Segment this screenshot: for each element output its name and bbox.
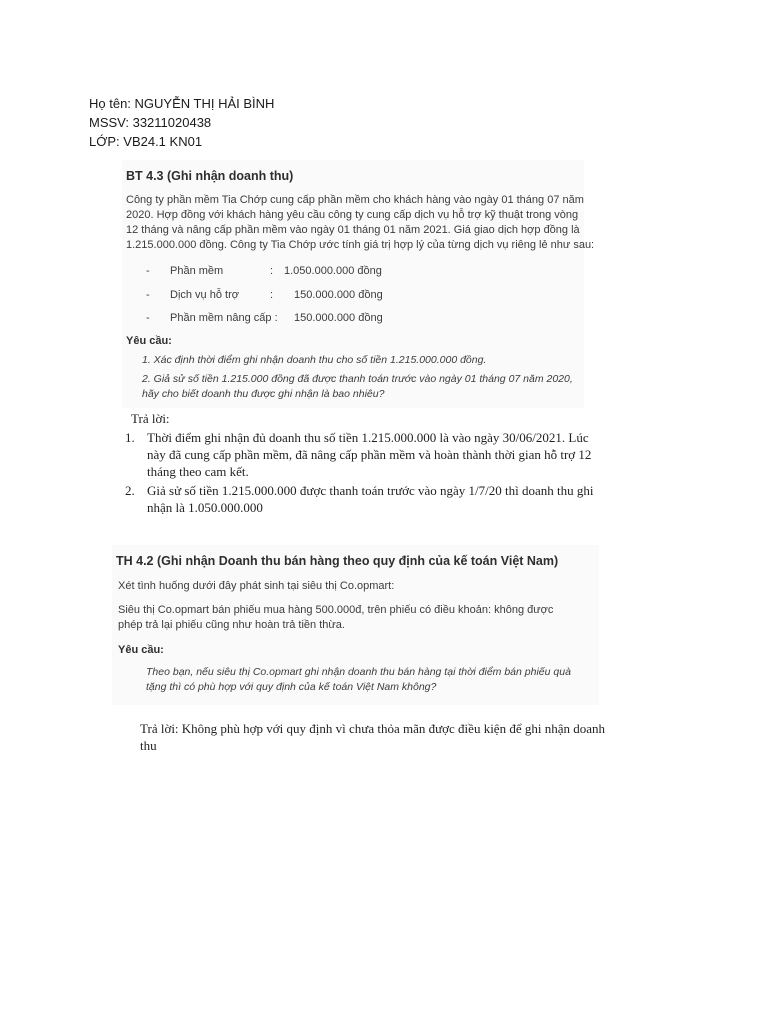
item-name: Phần mềm bbox=[170, 265, 224, 277]
exercise-2-intro: Xét tình huống dưới đây phát sinh tại siêu thị Co.opmart: bbox=[118, 580, 395, 592]
answer-line: tháng theo cam kết. bbox=[147, 464, 249, 479]
answer-2 bbox=[140, 720, 605, 754]
exercise-2-scan bbox=[112, 545, 599, 705]
answer-line: Giả sử số tiền 1.215.000.000 được thanh toán trước vào ngày 1/7/20 thì doanh thu ghi bbox=[147, 483, 594, 498]
exercise-1-requirements bbox=[142, 353, 573, 402]
exercise-2-paragraph bbox=[118, 603, 553, 633]
item-separator: : bbox=[270, 289, 274, 301]
answer-1-item bbox=[125, 482, 685, 516]
item-amount: 150.000.000 đồng bbox=[294, 312, 383, 324]
list-number: 1. bbox=[125, 430, 135, 445]
requirement-line: Theo bạn, nếu siêu thị Co.opmart ghi nhận doanh thu bán hàng tại thời điểm bán phiếu quà bbox=[146, 666, 571, 678]
exercise-2-title: TH 4.2 (Ghi nhận Doanh thu bán hàng theo quy định của kế toán Việt Nam) bbox=[116, 554, 559, 568]
item-bullet: - bbox=[146, 289, 150, 301]
student-id: MSSV: 33211020438 bbox=[89, 115, 212, 130]
paragraph-line: Siêu thị Co.opmart bán phiếu mua hàng 500.000đ, trên phiếu có điều khoản: không được bbox=[118, 604, 554, 616]
item-bullet: - bbox=[146, 265, 150, 277]
item-name: Dịch vụ hỗ trợ bbox=[170, 289, 239, 301]
requirement-line: 2. Giả sử số tiền 1.215.000 đồng đã được thanh toán trước vào ngày 01 tháng 07 năm 2020, bbox=[142, 373, 573, 385]
answer-line: nhận là 1.050.000.000 bbox=[147, 500, 263, 515]
exercise-1-title: BT 4.3 (Ghi nhận doanh thu) bbox=[126, 169, 294, 183]
answer-line: Thời điểm ghi nhận đủ doanh thu số tiền 1.215.000.000 là vào ngày 30/06/2021. Lúc bbox=[147, 430, 589, 445]
answer-line: thu bbox=[140, 738, 157, 753]
item-bullet: - bbox=[146, 312, 150, 324]
exercise-1-requirements-heading: Yêu cầu: bbox=[126, 335, 172, 347]
paragraph-line: 1.215.000.000 đồng. Công ty Tia Chớp ước tính giá trị hợp lý của từng dịch vụ riêng lẻ như sau: bbox=[126, 239, 595, 251]
student-name: Họ tên: NGUYỄN THỊ HẢI BÌNH bbox=[89, 96, 275, 111]
list-number: 2. bbox=[125, 483, 135, 498]
paragraph-line: phép trả lại phiếu cũng như hoàn trả tiền thừa. bbox=[118, 619, 345, 631]
answer-1-item bbox=[125, 429, 685, 480]
exercise-2-requirements-heading: Yêu cầu: bbox=[118, 644, 164, 656]
item-name: Phần mềm nâng cấp : bbox=[170, 312, 278, 324]
paragraph-line: 12 tháng và nâng cấp phần mềm vào ngày 01 tháng 01 năm 2021. Giá giao dịch hợp đồng là bbox=[126, 224, 580, 236]
price-item bbox=[146, 312, 576, 328]
price-item bbox=[146, 289, 576, 305]
answer-1-heading: Trả lời: bbox=[131, 411, 170, 426]
exercise-2-requirements bbox=[146, 665, 571, 695]
paragraph-line: 2020. Hợp đồng với khách hàng yêu cầu công ty cung cấp dịch vụ hỗ trợ kỹ thuật trong vòng bbox=[126, 209, 579, 221]
item-amount: 150.000.000 đồng bbox=[294, 289, 383, 301]
student-info bbox=[89, 94, 274, 151]
requirement-line: hãy cho biết doanh thu được ghi nhận là bao nhiêu? bbox=[142, 388, 385, 400]
answer-line: này đã cung cấp phần mềm, đã nâng cấp phần mềm và hoàn thành thời gian hỗ trợ 12 bbox=[147, 447, 592, 462]
price-item bbox=[146, 265, 576, 281]
paragraph-line: Công ty phần mềm Tia Chớp cung cấp phần mềm cho khách hàng vào ngày 01 tháng 07 năm bbox=[126, 194, 584, 206]
item-separator: : bbox=[270, 265, 274, 277]
exercise-1-scan bbox=[122, 160, 595, 408]
exercise-1-paragraph bbox=[126, 193, 594, 253]
answer-line: Trả lời: Không phù hợp với quy định vì chưa thỏa mãn được điều kiện để ghi nhận doanh bbox=[140, 721, 605, 736]
item-amount: 1.050.000.000 đồng bbox=[284, 265, 382, 277]
requirement-line: 1. Xác định thời điểm ghi nhận doanh thu cho số tiền 1.215.000.000 đồng. bbox=[142, 354, 487, 366]
student-class: LỚP: VB24.1 KN01 bbox=[89, 134, 203, 149]
requirement-line: tặng thì có phù hợp với quy định của kế toán Việt Nam không? bbox=[146, 681, 437, 693]
